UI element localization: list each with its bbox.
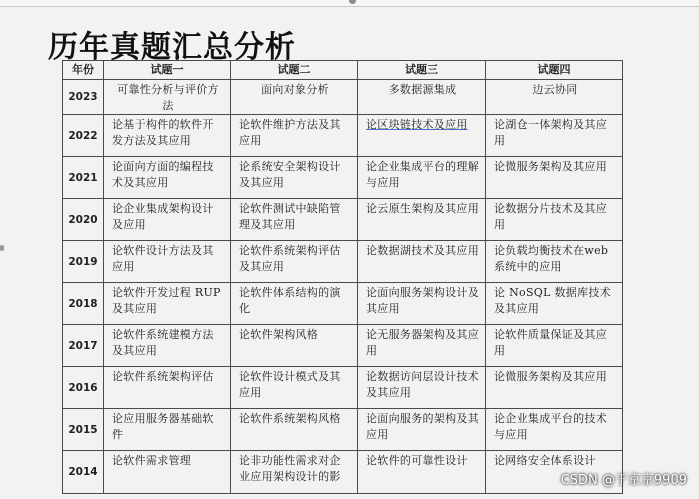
- q3-cell: 多数据源集成: [358, 80, 486, 115]
- year-cell: 2014: [63, 451, 104, 494]
- q1-cell: 论面向方面的编程技术及其应用: [104, 157, 231, 199]
- year-cell: 2022: [63, 115, 104, 157]
- q2-cell: 论软件体系结构的演化: [231, 283, 358, 325]
- table-row: [63, 80, 623, 115]
- q2-cell: 论非功能性需求对企业应用架构设计的影: [231, 451, 358, 494]
- q3-cell: 论面向服务架构设计及其应用: [358, 283, 486, 325]
- q2-cell: 论软件系统架构评估及其应用: [231, 241, 358, 283]
- year-cell: 2020: [63, 199, 104, 241]
- q2-cell: 面向对象分析: [231, 80, 358, 115]
- table-row: [63, 367, 623, 409]
- year-cell: 2019: [63, 241, 104, 283]
- q2-cell: 论软件维护方法及其应用: [231, 115, 358, 157]
- q1-cell: 论软件系统建模方法及其应用: [104, 325, 231, 367]
- q1-cell: 论应用服务器基础软件: [104, 409, 231, 451]
- q2-cell: 论软件设计模式及其应用: [231, 367, 358, 409]
- q4-cell: 论企业集成平台的技术与应用: [486, 409, 623, 451]
- q3-cell: 论企业集成平台的理解与应用: [358, 157, 486, 199]
- year-cell: 2023: [63, 80, 104, 115]
- q1-cell: 论企业集成架构设计及应用: [104, 199, 231, 241]
- watermark: CSDN @于京京9909: [560, 473, 687, 488]
- q1-cell: 论软件需求管理: [104, 451, 231, 494]
- q2-cell: 论软件测试中缺陷管理及其应用: [231, 199, 358, 241]
- table-row: [63, 241, 623, 283]
- table-row: [63, 451, 623, 494]
- year-cell: 2021: [63, 157, 104, 199]
- header-q1: 试题一: [104, 61, 231, 80]
- table-row: [63, 199, 623, 241]
- q3-cell: 论软件的可靠性设计: [358, 451, 486, 494]
- year-cell: 2015: [63, 409, 104, 451]
- table-row: [63, 157, 623, 199]
- q3-cell: 论区块链技术及应用: [358, 115, 486, 157]
- q3-cell: 论数据湖技术及其应用: [358, 241, 486, 283]
- q4-cell: 论 NoSQL 数据库技术及其应用: [486, 283, 623, 325]
- table-row: [63, 409, 623, 451]
- q4-cell: 论软件质量保证及其应用: [486, 325, 623, 367]
- header-year: 年份: [63, 61, 104, 80]
- exam-table: [62, 60, 623, 494]
- table-row: [63, 325, 623, 367]
- q4-cell: 论网络安全体系设计: [486, 451, 623, 494]
- q2-cell: 论系统安全架构设计及其应用: [231, 157, 358, 199]
- left-handle-dot: [0, 245, 4, 251]
- q4-cell: 边云协同: [486, 80, 623, 115]
- q3-cell: 论云原生架构及其应用: [358, 199, 486, 241]
- header-q2: 试题二: [231, 61, 358, 80]
- table-row: [63, 115, 623, 157]
- q1-cell: 论软件系统架构评估: [104, 367, 231, 409]
- q2-cell: 论软件系统架构风格: [231, 409, 358, 451]
- q4-cell: 论负载均衡技术在web系统中的应用: [486, 241, 623, 283]
- q2-cell: 论软件架构风格: [231, 325, 358, 367]
- page-title: 历年真题汇总分析: [48, 30, 296, 65]
- q3-cell: 论面向服务的架构及其应用: [358, 409, 486, 451]
- q4-cell: 论微服务架构及其应用: [486, 367, 623, 409]
- q3-cell: 论数据访问层设计技术及其应用: [358, 367, 486, 409]
- table-row: [63, 283, 623, 325]
- q1-cell: 论基于构件的软件开发方法及其应用: [104, 115, 231, 157]
- q1-cell: 论软件开发过程 RUP及其应用: [104, 283, 231, 325]
- year-cell: 2016: [63, 367, 104, 409]
- q4-cell: 论微服务架构及其应用: [486, 157, 623, 199]
- q4-cell: 论湖仓一体架构及其应用: [486, 115, 623, 157]
- q1-cell: 论软件设计方法及其应用: [104, 241, 231, 283]
- header-q3: 试题三: [358, 61, 486, 80]
- year-cell: 2018: [63, 283, 104, 325]
- table-header-row: [63, 61, 623, 80]
- q1-cell: 可靠性分析与评价方法: [104, 80, 231, 115]
- q4-cell: 论数据分片技术及其应用: [486, 199, 623, 241]
- year-cell: 2017: [63, 325, 104, 367]
- header-q4: 试题四: [486, 61, 623, 80]
- q3-cell: 论无服务器架构及其应用: [358, 325, 486, 367]
